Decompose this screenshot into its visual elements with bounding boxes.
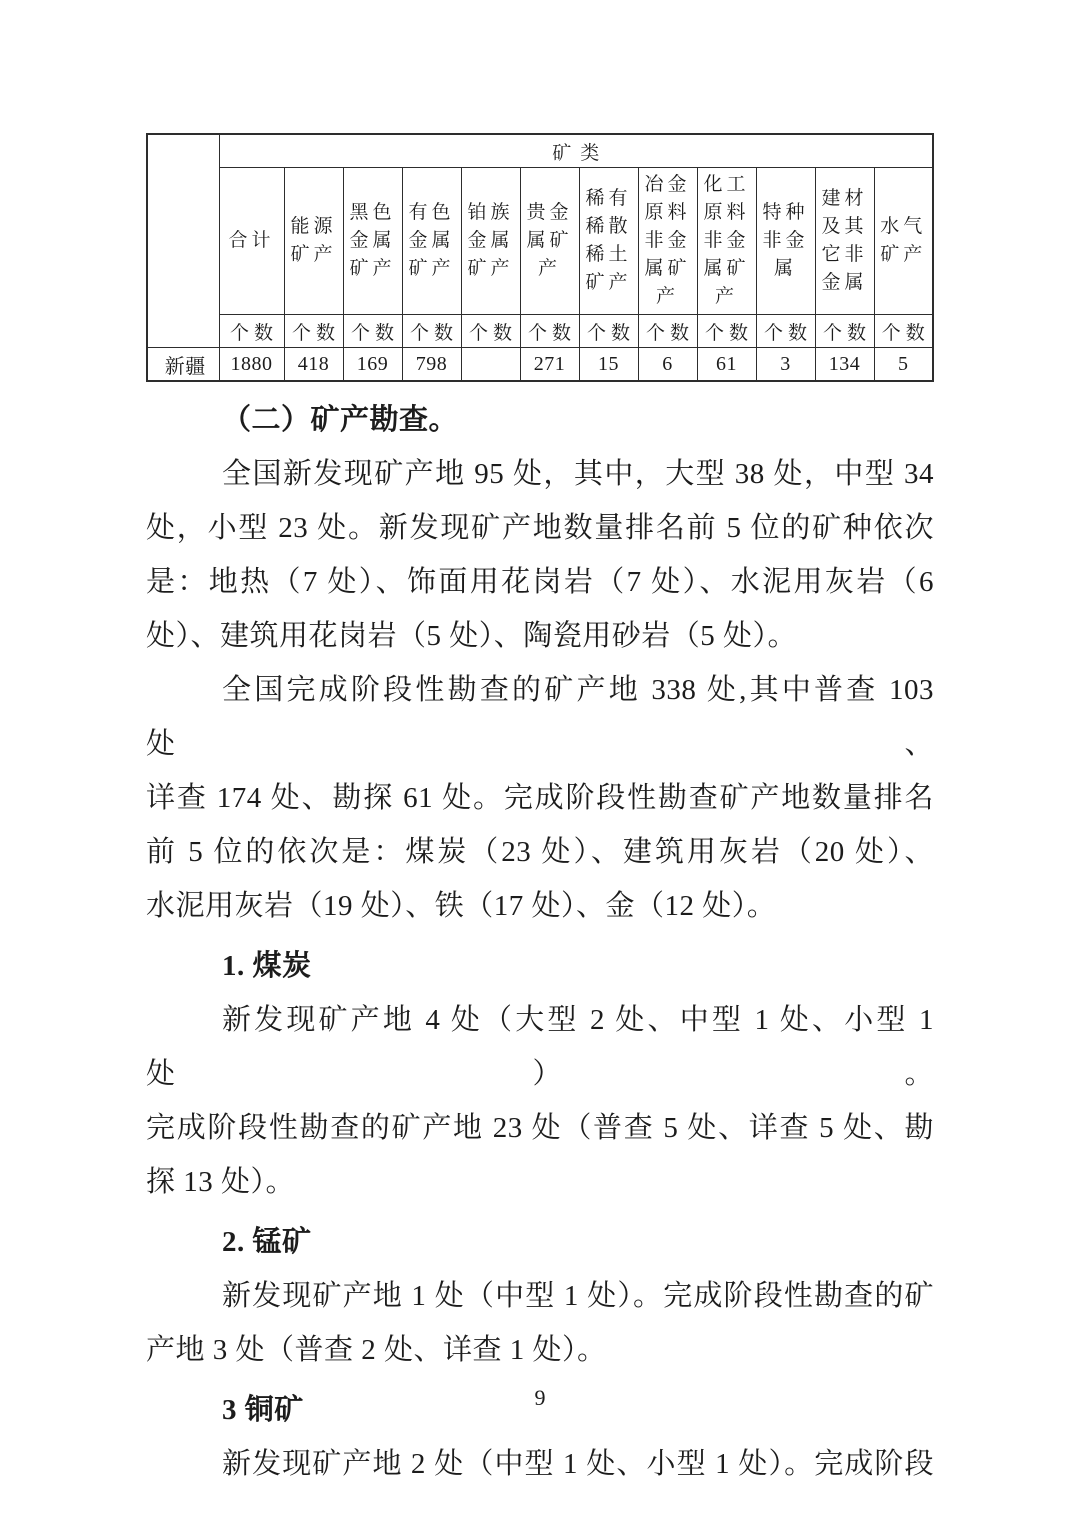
table-row (147, 134, 933, 168)
column-header-platinum: 铂族金属矿产 (461, 168, 520, 315)
paragraph-line: 完成阶段性勘查的矿产地 23 处（普查 5 处、详查 5 处、勘 (146, 1112, 934, 1144)
column-header-water-gas: 水气矿产 (874, 168, 933, 315)
unit-header-cell: 个数 (874, 315, 933, 348)
paragraph-line: 全国完成阶段性勘查的矿产地 338 处,其中普查 103 处、 (146, 674, 934, 760)
table-row (147, 315, 933, 348)
value-cell-special: 3 (756, 348, 815, 382)
paragraph-line: 产地 3 处（普查 2 处、详查 1 处）。 (146, 1334, 607, 1366)
column-header-rare-earth: 稀有稀散稀土矿产 (579, 168, 638, 315)
page-content (146, 133, 936, 1491)
value-cell-nonferrous: 798 (402, 348, 461, 382)
row-label-header-cell (147, 134, 219, 348)
unit-header-cell: 个数 (815, 315, 874, 348)
value-cell-rare-earth: 15 (579, 348, 638, 382)
unit-header-cell: 个数 (284, 315, 343, 348)
value-cell-water-gas: 5 (874, 348, 933, 382)
value-cell-energy: 418 (284, 348, 343, 382)
column-header-chemical: 化工原料非金属矿产 (697, 168, 756, 315)
unit-header-cell: 个数 (579, 315, 638, 348)
column-header-special: 特种非金属 (756, 168, 815, 315)
column-header-energy: 能源矿产 (284, 168, 343, 315)
unit-header-cell: 个数 (697, 315, 756, 348)
value-cell-precious: 271 (520, 348, 579, 382)
value-cell-platinum (461, 348, 520, 382)
paragraph-line: 新发现矿产地 1 处（中型 1 处）。完成阶段性勘查的矿 (222, 1280, 934, 1312)
paragraph-line: 探 13 处）。 (146, 1166, 296, 1198)
paragraph-line: 全国新发现矿产地 95 处，其中，大型 38 处，中型 34 (222, 458, 934, 490)
unit-header-cell: 个数 (461, 315, 520, 348)
column-header-precious: 贵金属矿产 (520, 168, 579, 315)
paragraph-line: 水泥用灰岩（19 处）、铁（17 处）、金（12 处）。 (146, 890, 777, 922)
unit-header-cell: 个数 (520, 315, 579, 348)
column-header-nonferrous: 有色金属矿产 (402, 168, 461, 315)
unit-header-cell: 个数 (343, 315, 402, 348)
column-header-ferrous: 黑色金属矿产 (343, 168, 402, 315)
row-label-xinjiang: 新疆 (147, 348, 219, 382)
value-cell-metallurgical: 6 (638, 348, 697, 382)
unit-header-cell: 个数 (219, 315, 284, 348)
column-header-building-material: 建材及其它非金属 (815, 168, 874, 315)
subheading-coal: 1. 煤炭 (222, 950, 312, 982)
paragraph-line: 是：地热（7 处）、饰面用花岗岩（7 处）、水泥用灰岩（6 (146, 566, 934, 598)
value-cell-building-material: 134 (815, 348, 874, 382)
paragraph-line: 处）、建筑用花岗岩（5 处）、陶瓷用砂岩（5 处）。 (146, 620, 798, 652)
page-number: 9 (534, 1385, 546, 1410)
value-cell-total: 1880 (219, 348, 284, 382)
subheading-manganese: 2. 锰矿 (222, 1226, 312, 1258)
column-header-metallurgical: 冶金原料非金属矿产 (638, 168, 697, 315)
paragraph-line: 处，小型 23 处。新发现矿产地数量排名前 5 位的矿种依次 (146, 512, 934, 544)
table-row (147, 168, 933, 315)
section-heading-mineral-exploration: （二）矿产勘查。 (222, 404, 459, 436)
column-header-total: 合计 (219, 168, 284, 315)
mineral-category-table (146, 133, 934, 382)
unit-header-cell: 个数 (402, 315, 461, 348)
paragraph-line: 前 5 位的依次是：煤炭（23 处）、建筑用灰岩（20 处）、 (146, 836, 934, 868)
subheading-copper: 3 铜矿 (222, 1394, 304, 1426)
unit-header-cell: 个数 (638, 315, 697, 348)
body-text (146, 393, 934, 1491)
paragraph-line: 新发现矿产地 4 处（大型 2 处、中型 1 处、小型 1 处）。 (146, 1004, 934, 1090)
table-row (147, 348, 933, 382)
value-cell-chemical: 61 (697, 348, 756, 382)
column-group-header: 矿类 (219, 134, 933, 168)
unit-header-cell: 个数 (756, 315, 815, 348)
value-cell-ferrous: 169 (343, 348, 402, 382)
paragraph-line: 新发现矿产地 2 处（中型 1 处、小型 1 处）。完成阶段 (222, 1448, 934, 1480)
paragraph-line: 详查 174 处、勘探 61 处。完成阶段性勘查矿产地数量排名 (146, 782, 934, 814)
